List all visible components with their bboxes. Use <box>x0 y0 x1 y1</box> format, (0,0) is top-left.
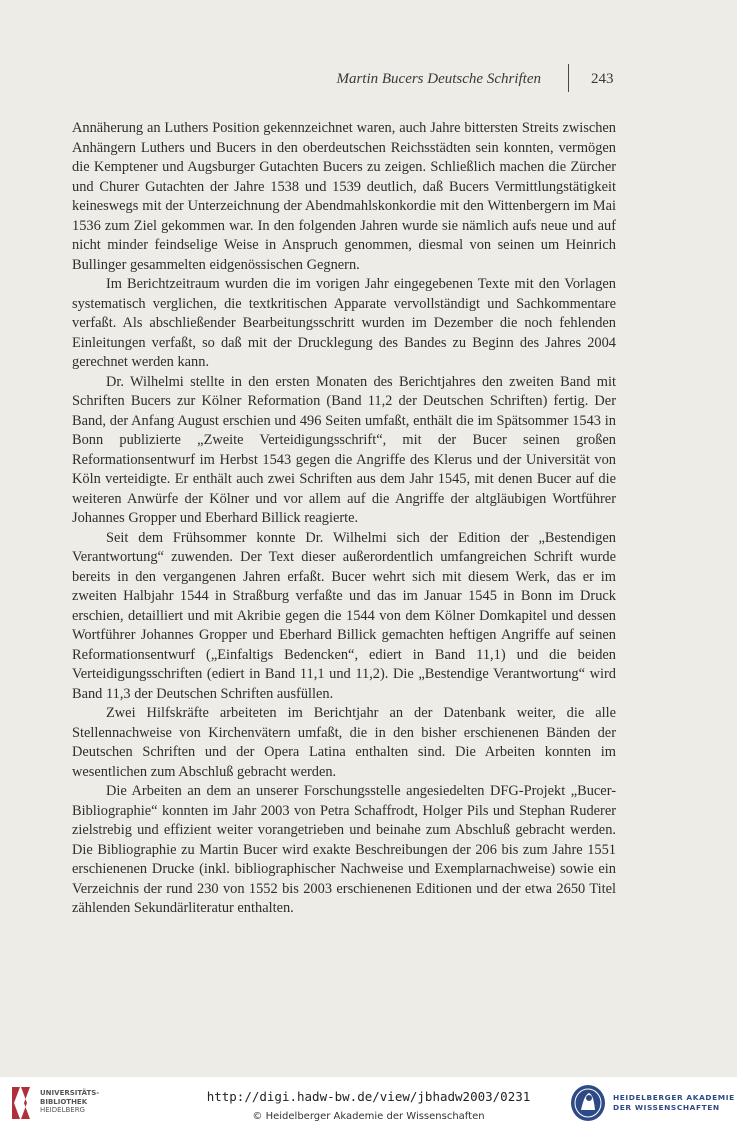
page-header <box>0 68 737 94</box>
header-divider <box>568 64 569 92</box>
paragraph: Dr. Wilhelmi stellte in den ersten Monaten des Berichtjahres den zweiten Band mit Schriften Bucers zur Kölner Reformation (Band 11,2 der Deutschen Schriften) fertig. Der Band, der Anfang August erschien und 496 Seiten umfaßt, enthält die im Spätsommer 1543 in Bonn publizierte „Zweite Verteidigungsschrift“, mit der Bucer seinen großen Reformationsentwurf im Herbst 1543 gegen die Angriffe des Klerus und der Universität von Köln verteidigte. Er enthält auch zwei Schriften aus dem Jahr 1545, mit denen Bucer auf die weiteren Anwürfe der Kölner und vor allem auf die Angriffe der altgläubigen Wortführer Johannes Gropper und Eberhard Billick reagierte. <box>72 373 616 526</box>
paragraph: Zwei Hilfskräfte arbeiteten im Berichtjahr an der Datenbank weiter, die alle Stellennachweise von Kirchenvätern umfaßt, die in den bisher erschienenen Bänden der Deutschen Schriften und der Opera Latina enthalten sind. Die Arbeiten konnten im wesentlichen zum Abschluß gebracht werden. <box>72 705 616 780</box>
paragraph: Seit dem Frühsommer konnte Dr. Wilhelmi sich der Edition der „Bestendigen Verantwortung“ zuwenden. Der Text dieser außerordentlich umfangreichen Schrift wurde bereits in den vergangenen Jahren erfaßt. Bucer wehrt sich mit diesem Werk, das er im zweiten Halbjahr 1544 in Straßburg verfaßte und das im Januar 1545 in Bonn im Druck erschien, detailliert und mit Akribie gegen die 1544 von dem Kölner Domkapitel und dessen Wortführer Johannes Gropper und Eberhard Billick gemachten heftigen Angriffe auf seinen Reformationsentwurf („Einfaltigs Bedencken“, ediert in Band 11,1) und die beiden Verteidigungsschriften (ediert in Band 11,1 und 11,2). Die „Bestendige Verantwortung“ wird Band 11,3 der Deutschen Schriften ausfüllen. <box>72 529 616 702</box>
copyright-notice: © Heidelberger Akademie der Wissenschaften <box>252 1111 485 1122</box>
paragraph: Im Berichtzeitraum wurden die im vorigen Jahr eingegebenen Texte mit den Vorlagen systematisch verglichen, die textkritischen Apparate vervollständigt und Sachkommentare verfaßt. Als abschließender Bearbeitungsschritt wurden im Dezember die noch fehlenden Einleitungen verfaßt, so daß mit der Drucklegung des Bandes zu Beginn des Jahres 2004 gerechnet werden kann. <box>72 276 616 370</box>
academy-seal-icon <box>569 1083 607 1123</box>
page-number: 243 <box>591 71 614 87</box>
paragraph: Annäherung an Luthers Position gekennzeichnet waren, auch Jahre bittersten Streits zwischen Anhängern Luthers und Bucers in den oberdeutschen Reichsstädten sein konnten, vermögen die Kemptener und Augsburger Gutachten Bucers zu zeigen. Schließlich machen die Zürcher und Churer Gutachten der Jahre 1538 und 1539 deutlich, daß Bucers Vermittlungstätigkeit keineswegs mit der Unterzeichnung der Abendmahlskonkordie mit den Wittenbergern im Mai 1536 zum Ziel gekommen war. In den folgenden Jahren wurde sie nämlich aufs neue und auf nicht minder feindselige Weise in Anspruch genommen, diesmal von seinen um Heinrich Bullinger gesammelten eidgenössischen Gegnern. <box>72 120 616 273</box>
paragraph: Die Arbeiten an dem an unserer Forschungsstelle angesiedelten DFG-Projekt „Bucer-Bibliographie“ konnten im Jahr 2003 von Petra Schaffrodt, Holger Pils und Stephan Ruderer zielstrebig und effizient weiter vorangetrieben und beinahe zum Abschluß gebracht werden. Die Bibliographie zu Martin Bucer wird exakte Beschreibungen der 206 bis zum Jahre 1551 erschienenen Drucke (inkl. bibliographischer Nachweise und Exemplarnachweise) sowie ein Verzeichnis der rund 230 von 1552 bis 2003 erschienenen Editionen und der etwa 2650 Titel zählenden Sekundärliteratur enthalten. <box>72 783 616 916</box>
footer-bar <box>0 1077 737 1129</box>
university-library-name: UNIVERSITÄTS- BIBLIOTHEK HEIDELBERG <box>40 1089 100 1114</box>
body-text <box>72 119 616 919</box>
running-title: Martin Bucers Deutsche Schriften <box>336 71 541 87</box>
academy-name: HEIDELBERGER AKADEMIE DER WISSENSCHAFTEN <box>613 1093 735 1112</box>
permalink-url[interactable]: http://digi.hadw-bw.de/view/jbhadw2003/0231 <box>206 1089 531 1104</box>
